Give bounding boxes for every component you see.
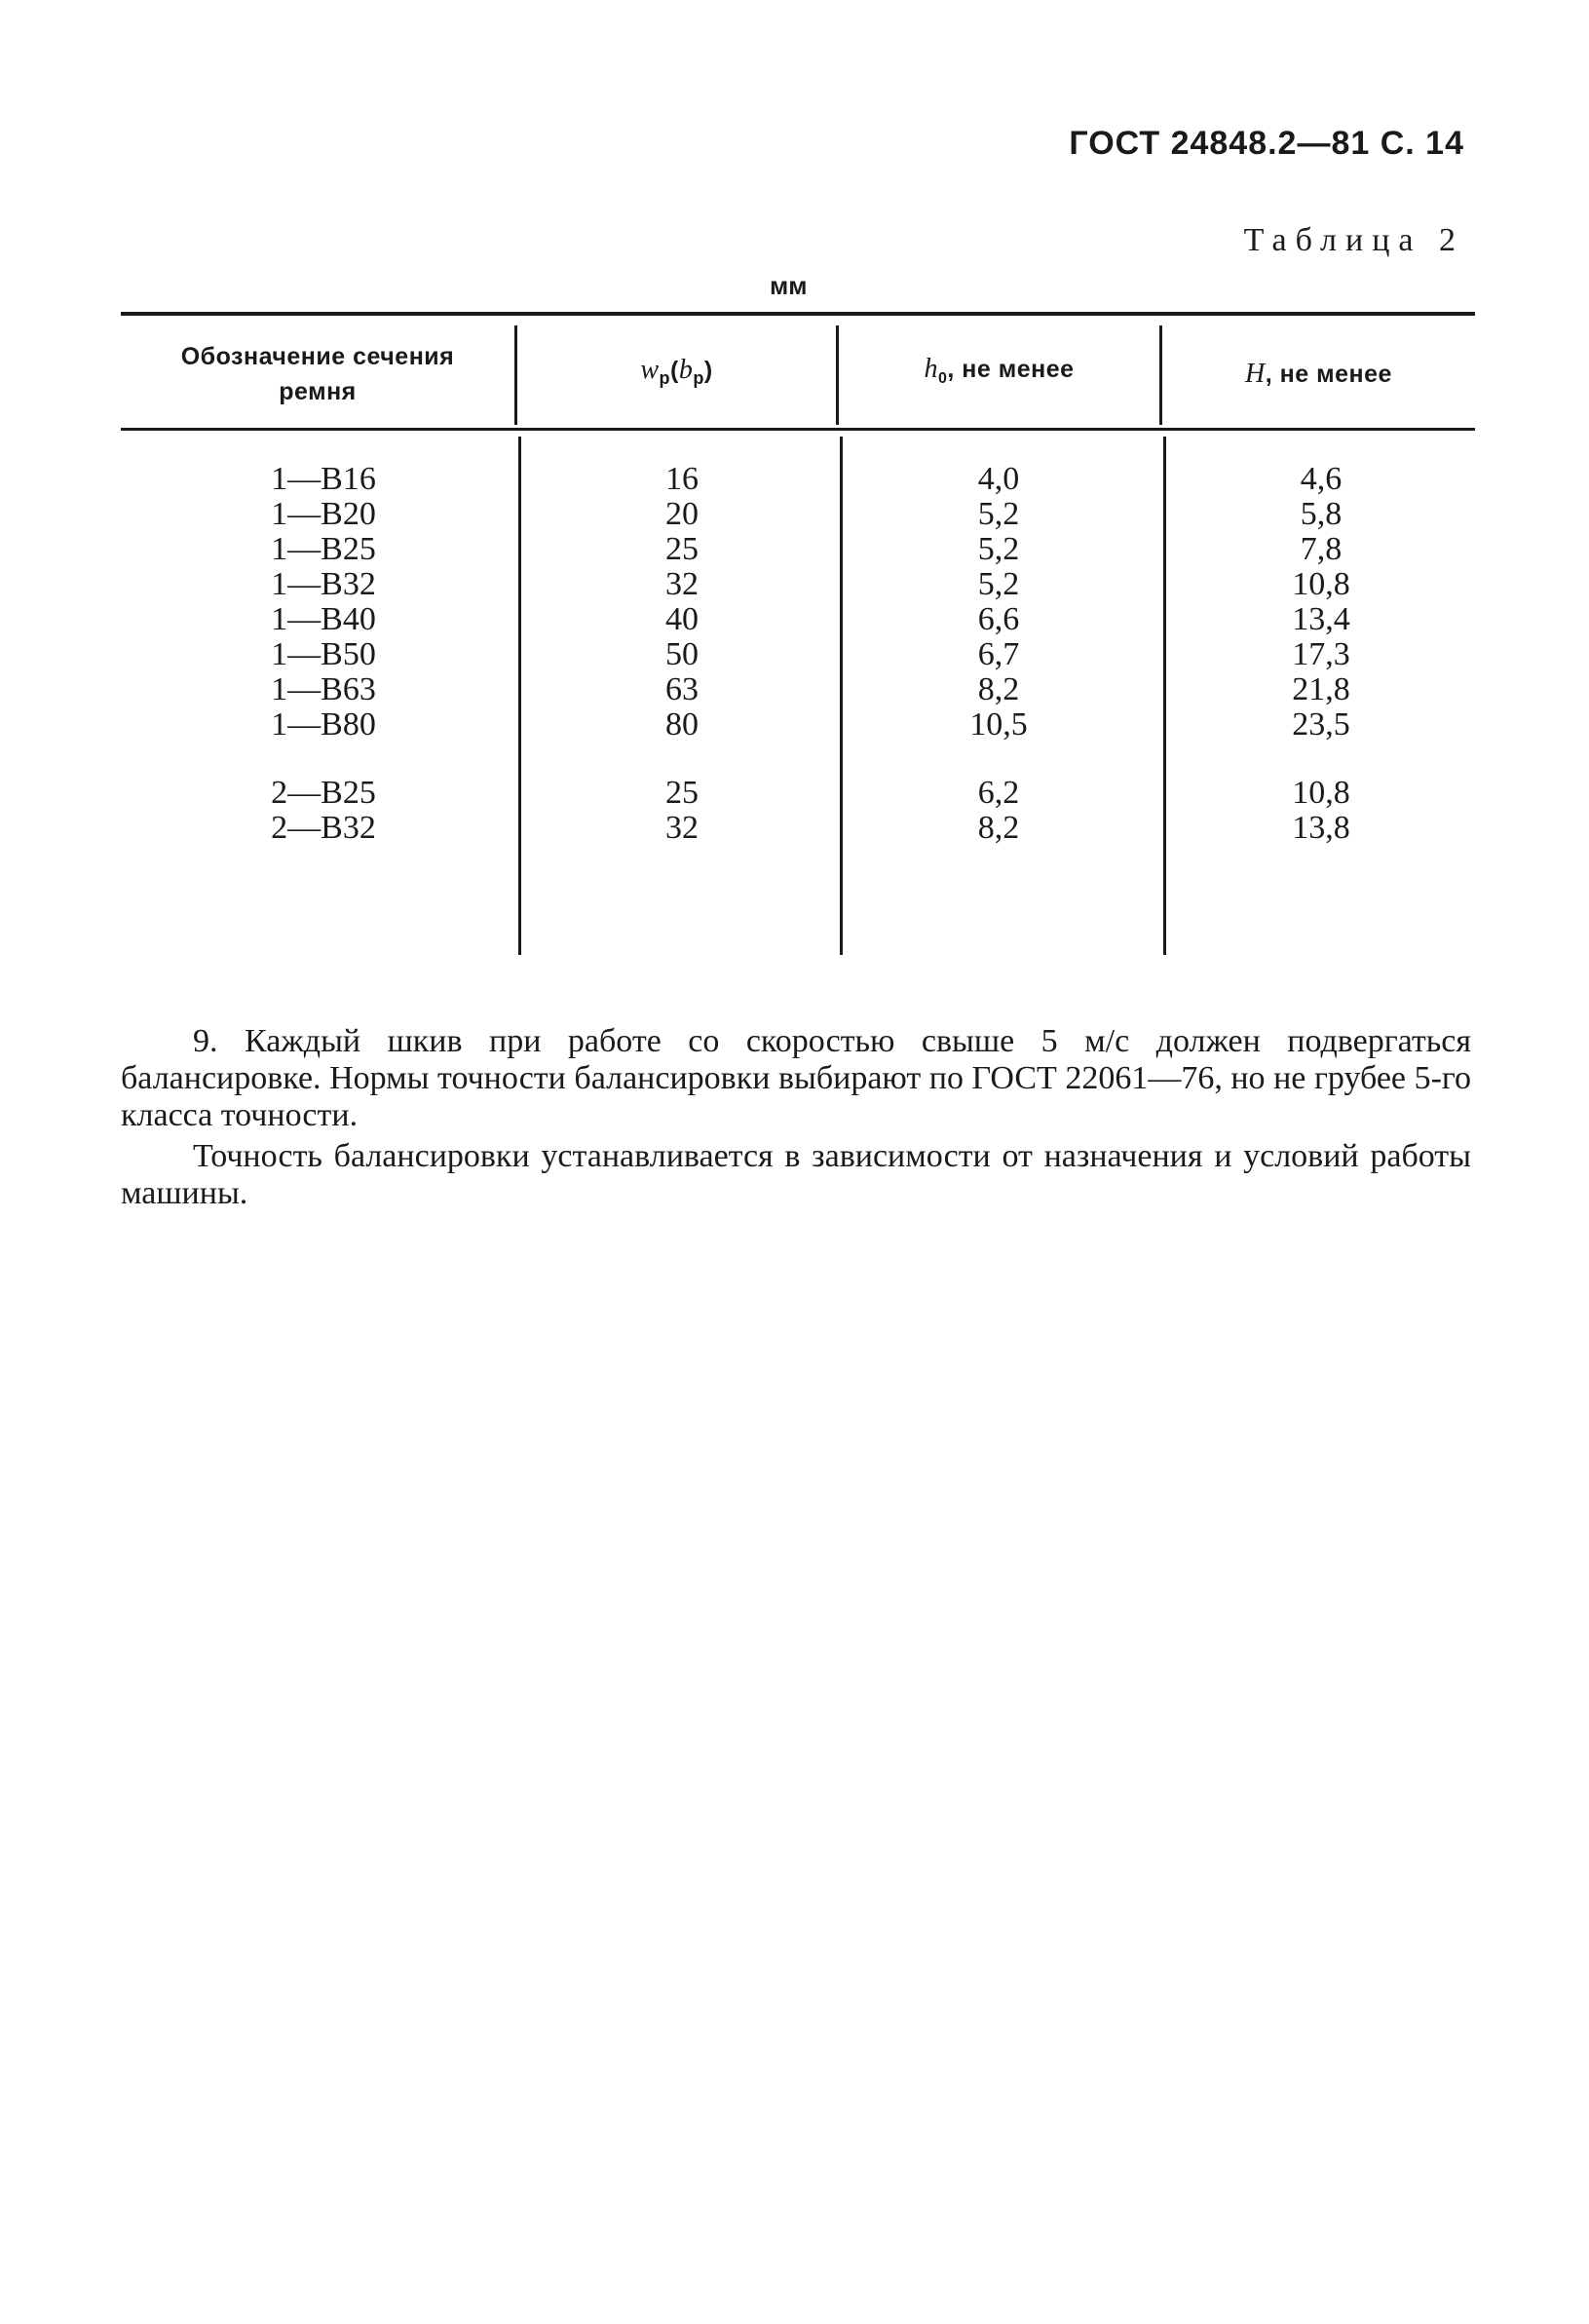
paragraph-balancing-accuracy — [121, 1138, 1471, 1212]
table-cell: 17,3 — [1292, 636, 1350, 672]
table-cell: 8,2 — [977, 810, 1020, 846]
paragraph-text: 9. Каждый шкив при работе со скоростью свыше 5 м/с должен подвергаться балансировке. Нормы точности балансировки выбирают по ГОСТ 22061—76, но не грубее 5-го класса точности. — [121, 1023, 1471, 1133]
table-cell: 40 — [665, 601, 699, 637]
table-cell: 6,6 — [977, 601, 1020, 637]
table-cell: 16 — [665, 461, 699, 497]
column-header-h0 — [839, 325, 1159, 423]
table-cell: 5,8 — [1300, 496, 1343, 532]
table-caption: Таблица 2 — [1243, 222, 1464, 258]
table-cell: 1—B20 — [271, 496, 376, 532]
table-top-rule — [121, 312, 1475, 316]
table-cell: 6,7 — [977, 636, 1020, 672]
column-header-h0-label: $h_0$, не менее — [924, 354, 1075, 387]
table-cell: 4,0 — [977, 461, 1020, 497]
table-cell: 1—B25 — [271, 531, 376, 567]
document-reference: ГОСТ 24848.2—81 С. 14 — [1069, 125, 1464, 162]
table-cell: 1—B40 — [271, 601, 376, 637]
column-header-wp-label: $w_p(b_p)$ — [640, 355, 713, 388]
table-cell: 8,2 — [977, 671, 1020, 707]
table-cell: 1—B16 — [271, 461, 376, 497]
column-header-H — [1162, 325, 1475, 423]
body-divider-2 — [840, 437, 843, 955]
table-cell: 63 — [665, 671, 699, 707]
column-H — [1233, 462, 1409, 846]
table-cell: 2—B32 — [271, 810, 376, 846]
body-divider-3 — [1163, 437, 1166, 955]
table-cell: 1—B50 — [271, 636, 376, 672]
table-cell: 20 — [665, 496, 699, 532]
table-unit: мм — [770, 271, 808, 300]
table-cell: 1—B63 — [271, 671, 376, 707]
table-cell: 4,6 — [1300, 461, 1343, 497]
table-cell: 10,8 — [1292, 775, 1350, 811]
table-header-rule — [121, 428, 1475, 431]
table-cell: 7,8 — [1300, 531, 1343, 567]
table-cell: 25 — [665, 775, 699, 811]
body-divider-1 — [518, 437, 521, 955]
table-cell: 10,8 — [1292, 566, 1350, 602]
table-cell: 1—B80 — [271, 706, 376, 743]
table-cell: 32 — [665, 810, 699, 846]
table-cell: 2—B25 — [271, 775, 376, 811]
table-cell: 5,2 — [977, 531, 1020, 567]
table-cell: 5,2 — [977, 496, 1020, 532]
paragraph-balancing-requirement — [121, 1023, 1471, 1134]
table-cell: 21,8 — [1292, 671, 1350, 707]
table-cell: 50 — [665, 636, 699, 672]
table-cell: 10,5 — [969, 706, 1028, 743]
table-cell: 25 — [665, 531, 699, 567]
table-cell: 80 — [665, 706, 699, 743]
column-wp — [604, 462, 760, 846]
table-cell: 5,2 — [977, 566, 1020, 602]
column-header-designation-label: Обозначение сечения ремня — [180, 343, 455, 405]
table-cell: 13,8 — [1292, 810, 1350, 846]
table-cell: 1—B32 — [271, 566, 376, 602]
table-cell: 6,2 — [977, 775, 1020, 811]
column-h0 — [916, 462, 1081, 846]
table-cell: 23,5 — [1292, 706, 1350, 743]
column-designation — [216, 462, 431, 846]
table-cell: 32 — [665, 566, 699, 602]
column-header-H-label: H, не менее — [1245, 359, 1392, 389]
paragraph-text: Точность балансировки устанавливается в зависимости от назначения и условий работы машины. — [121, 1138, 1471, 1211]
table-cell: 13,4 — [1292, 601, 1350, 637]
column-header-designation — [121, 325, 514, 423]
column-header-wp — [517, 325, 836, 423]
